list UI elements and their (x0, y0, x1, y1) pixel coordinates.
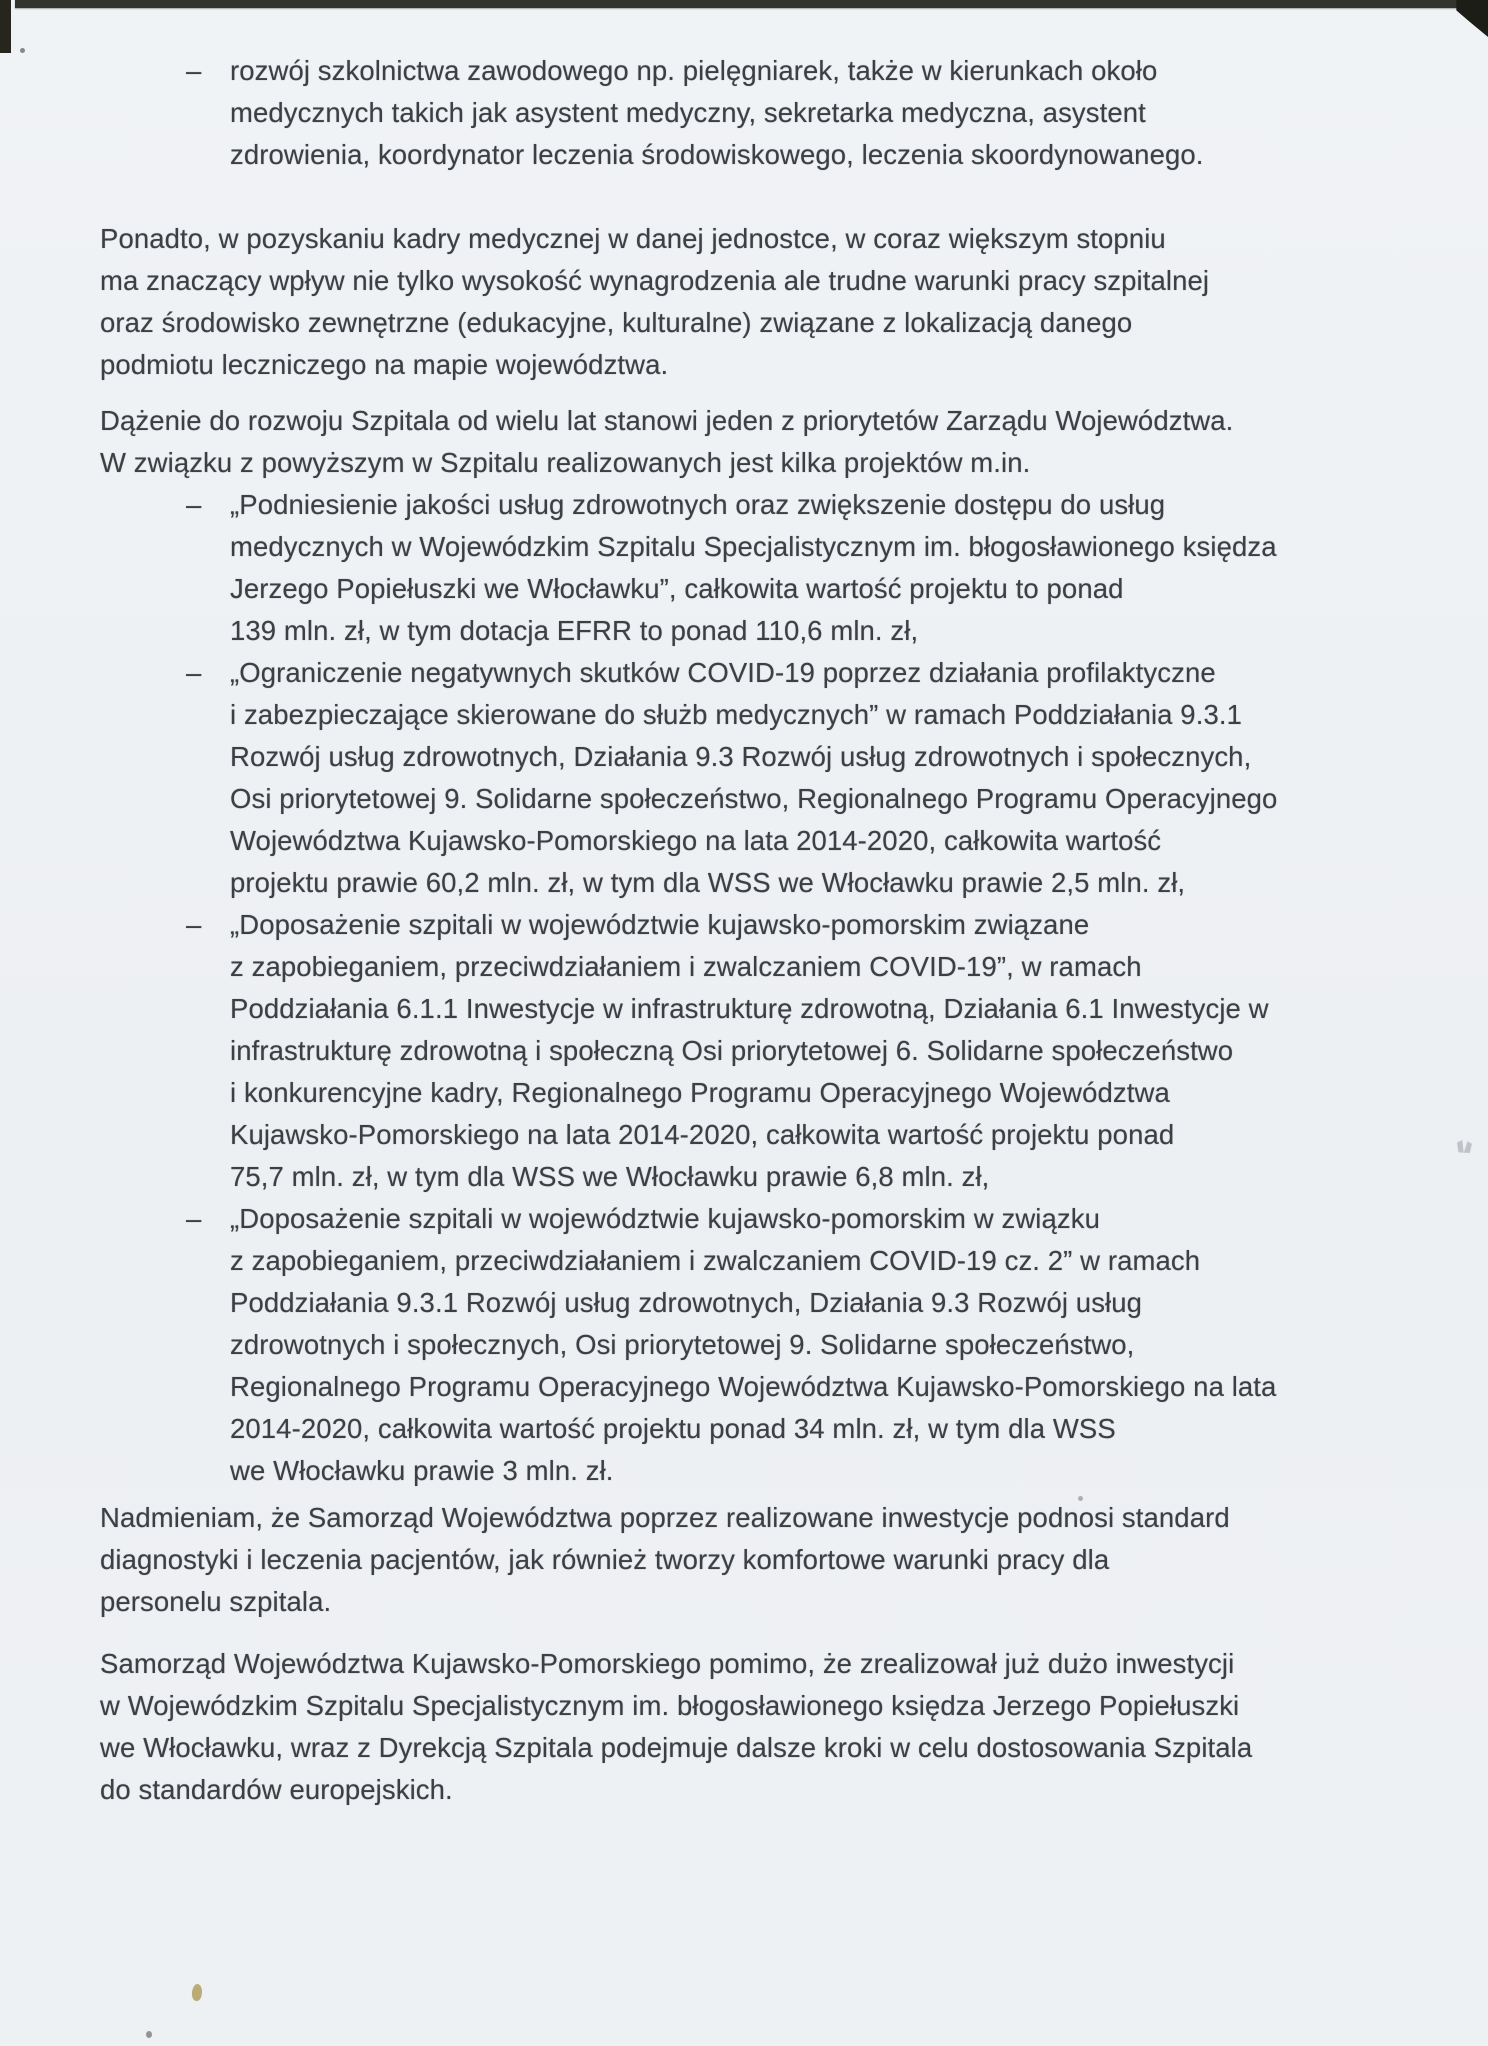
text-line: projektu prawie 60,2 mln. zł, w tym dla WSS we Włocławku prawie 2,5 mln. zł, (230, 867, 1186, 898)
text-lines (100, 218, 1402, 386)
text-line: medycznych w Wojewódzkim Szpitalu Specjalistycznym im. błogosławionego księdza (230, 531, 1277, 562)
text-line: i konkurencyjne kadry, Regionalnego Programu Operacyjnego Województwa (230, 1077, 1170, 1108)
text-line: medycznych takich jak asystent medyczny, sekretarka medyczna, asystent (230, 97, 1146, 128)
paragraph (100, 400, 1402, 484)
text-line: we Włocławku, wraz z Dyrekcją Szpitala podejmuje dalsze kroki w celu dostosowania Szpitala (100, 1732, 1253, 1763)
text-line: zdrowienia, koordynator leczenia środowiskowego, leczenia skoordynowanego. (230, 139, 1204, 170)
text-line: Jerzego Popiełuszki we Włocławku”, całkowita wartość projektu to ponad (230, 573, 1124, 604)
text-line: z zapobieganiem, przeciwdziałaniem i zwalczaniem COVID-19”, w ramach (230, 951, 1142, 982)
bullet-dash: – (186, 909, 202, 940)
text-line: ma znaczący wpływ nie tylko wysokość wynagrodzenia ale trudne warunki pracy szpitalnej (100, 265, 1210, 296)
text-lines (230, 652, 1402, 904)
text-line: Nadmieniam, że Samorząd Województwa poprzez realizowane inwestycje podnosi standard (100, 1502, 1230, 1533)
text-line: diagnostyki i leczenia pacjentów, jak również tworzy komfortowe warunki pracy dla (100, 1544, 1110, 1575)
text-line: Województwa Kujawsko-Pomorskiego na lata 2014-2020, całkowita wartość (230, 825, 1162, 856)
text-line: do standardów europejskich. (100, 1774, 453, 1805)
text-line: oraz środowisko zewnętrzne (edukacyjne, kulturalne) związane z lokalizacją danego (100, 307, 1133, 338)
text-line: Samorząd Województwa Kujawsko-Pomorskiego pomimo, że zrealizował już dużo inwestycji (100, 1648, 1235, 1679)
text-lines (230, 1198, 1402, 1492)
text-lines (230, 904, 1402, 1198)
bullet-item (100, 50, 1402, 176)
text-lines (230, 50, 1402, 176)
bullet-item (100, 652, 1402, 904)
paragraph (100, 218, 1402, 386)
text-line: „Doposażenie szpitali w województwie kujawsko-pomorskim związane (230, 909, 1090, 940)
bullet-dash: – (186, 657, 202, 688)
scan-speck-right-margin (1457, 1140, 1472, 1153)
text-line: Rozwój usług zdrowotnych, Działania 9.3 Rozwój usług zdrowotnych i społecznych, (230, 741, 1252, 772)
text-line: 2014-2020, całkowita wartość projektu ponad 34 mln. zł, w tym dla WSS (230, 1413, 1116, 1444)
bullet-item (100, 1198, 1402, 1492)
document-body (100, 50, 1402, 1811)
bullet-dash: – (186, 55, 202, 86)
text-lines (100, 400, 1402, 484)
bullet-item (100, 484, 1402, 652)
text-line: z zapobieganiem, przeciwdziałaniem i zwalczaniem COVID-19 cz. 2” w ramach (230, 1245, 1201, 1276)
bullet-dash: – (186, 489, 202, 520)
text-line: Poddziałania 6.1.1 Inwestycje w infrastrukturę zdrowotną, Działania 6.1 Inwestycje w (230, 993, 1269, 1024)
text-line: Osi priorytetowej 9. Solidarne społeczeństwo, Regionalnego Programu Operacyjnego (230, 783, 1278, 814)
text-line: personelu szpitala. (100, 1586, 332, 1617)
scan-speck-bottom-dot (146, 2031, 152, 2038)
scan-speck-bottom-olive (191, 1983, 203, 2001)
paragraph (100, 1497, 1402, 1623)
text-line: Kujawsko-Pomorskiego na lata 2014-2020, całkowita wartość projektu ponad (230, 1119, 1175, 1150)
text-line: Regionalnego Programu Operacyjnego Województwa Kujawsko-Pomorskiego na lata (230, 1371, 1277, 1402)
text-line: rozwój szkolnictwa zawodowego np. pielęgniarek, także w kierunkach około (230, 55, 1158, 86)
text-line: „Doposażenie szpitali w województwie kujawsko-pomorskim w związku (230, 1203, 1100, 1234)
text-line: we Włocławku prawie 3 mln. zł. (230, 1455, 614, 1486)
document-blocks (100, 50, 1402, 1811)
bullet-item (100, 904, 1402, 1198)
text-line: w Wojewódzkim Szpitalu Specjalistycznym im. błogosławionego księdza Jerzego Popiełuszki (100, 1690, 1240, 1721)
text-line: i zabezpieczające skierowane do służb medycznych” w ramach Poddziałania 9.3.1 (230, 699, 1242, 730)
text-line: „Ograniczenie negatywnych skutków COVID-19 poprzez działania profilaktyczne (230, 657, 1216, 688)
text-line: 139 mln. zł, w tym dotacja EFRR to ponad 110,6 mln. zł, (230, 615, 919, 646)
text-line: „Podniesienie jakości usług zdrowotnych oraz zwiększenie dostępu do usług (230, 489, 1166, 520)
text-line: W związku z powyższym w Szpitalu realizowanych jest kilka projektów m.in. (100, 447, 1031, 478)
text-line: Ponadto, w pozyskaniu kadry medycznej w danej jednostce, w coraz większym stopniu (100, 223, 1166, 254)
paragraph (100, 1643, 1402, 1811)
text-line: zdrowotnych i społecznych, Osi priorytetowej 9. Solidarne społeczeństwo, (230, 1329, 1135, 1360)
text-lines (100, 1643, 1402, 1811)
text-line: Dążenie do rozwoju Szpitala od wielu lat stanowi jeden z priorytetów Zarządu Województwa. (100, 405, 1234, 436)
text-lines (100, 1497, 1402, 1623)
scan-speck-top-left (20, 48, 25, 53)
text-line: infrastrukturę zdrowotną i społeczną Osi priorytetowej 6. Solidarne społeczeństwo (230, 1035, 1234, 1066)
bullet-dash: – (186, 1203, 202, 1234)
scan-corner-right-mark (1452, 0, 1488, 37)
text-line: Poddziałania 9.3.1 Rozwój usług zdrowotnych, Działania 9.3 Rozwój usług (230, 1287, 1143, 1318)
scan-corner-left-mark (0, 0, 11, 53)
scan-edge-top-bar (15, 0, 1488, 8)
text-lines (230, 484, 1402, 652)
text-line: podmiotu leczniczego na mapie województwa. (100, 349, 669, 380)
text-line: 75,7 mln. zł, w tym dla WSS we Włocławku prawie 6,8 mln. zł, (230, 1161, 990, 1192)
